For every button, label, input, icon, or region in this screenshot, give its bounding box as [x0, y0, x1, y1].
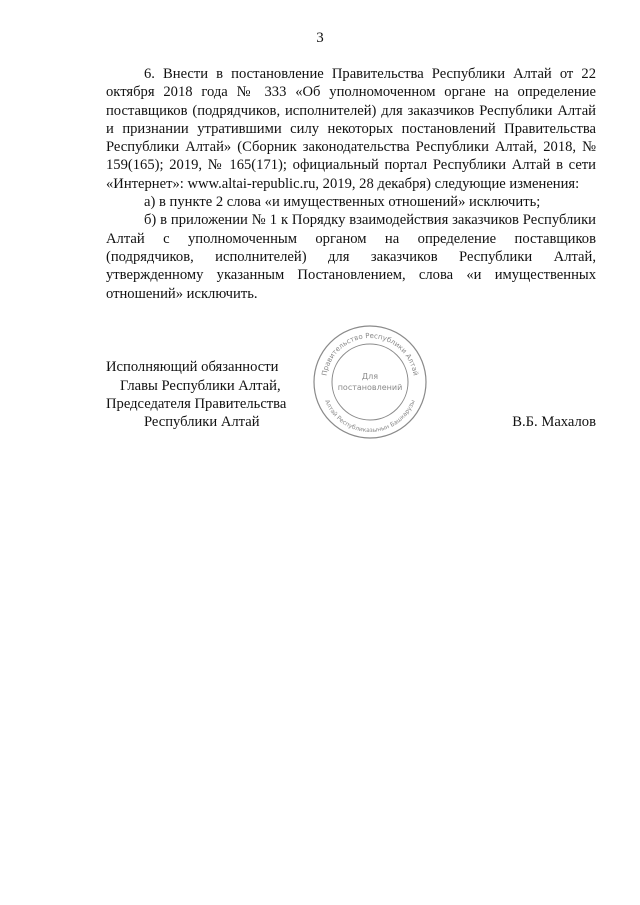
page-number: 3: [316, 30, 324, 46]
seal-outer-text-bottom-path: Алтай Республиказынын Башкарузы: [323, 398, 417, 435]
document-body: [106, 65, 596, 303]
signatory-name: В.Б. Махалов: [512, 414, 596, 430]
signatory-title-line-2: Главы Республики Алтай,: [120, 378, 281, 394]
signatory-title-line-1: Исполняющий обязанности: [106, 359, 279, 375]
seal-inner-text-2: постановлений: [337, 383, 403, 392]
paragraph-subitem-b: б) в приложении № 1 к Порядку взаимодействия заказчиков Республики Алтай с уполномоченным органом на определение поставщиков (подрядчиков, исполнителей) для заказчиков Республики Алтай, утвержденному указанным Постановлением, слова «и имущественных отношений» исключить.: [106, 212, 596, 302]
paragraph-subitem-a: а) в пункте 2 слова «и имущественных отношений» исключить;: [144, 194, 541, 211]
seal-outer-text-top-path: Правительство Республики Алтай: [320, 331, 420, 377]
paragraph-item-6: 6. Внести в постановление Правительства Республики Алтай от 22 октября 2018 года № 333 «Об уполномоченном органе на определение поставщиков (подрядчиков, исполнителей) для заказчиков Республики Алтай и признании утратившими силу некоторых постановлений Правительства Республики Алтай» (Сборник законодательства Республики Алтай, 2018, № 159(165); 2019, № 165(171); официальный портал Республики Алтай в сети «Интернет»: www.altai-republic.ru, 2019, 28 декабря) следующие изменения:: [106, 66, 596, 192]
seal-outer-text-bottom: [323, 399, 417, 434]
seal-inner-ring: [332, 344, 408, 420]
official-seal: [310, 322, 430, 442]
signatory-title-line-3: Председателя Правительства: [106, 396, 287, 412]
seal-outer-ring: [314, 326, 426, 438]
seal-inner-text-1: Для: [361, 372, 379, 381]
signatory-title-line-4: Республики Алтай: [144, 414, 260, 430]
